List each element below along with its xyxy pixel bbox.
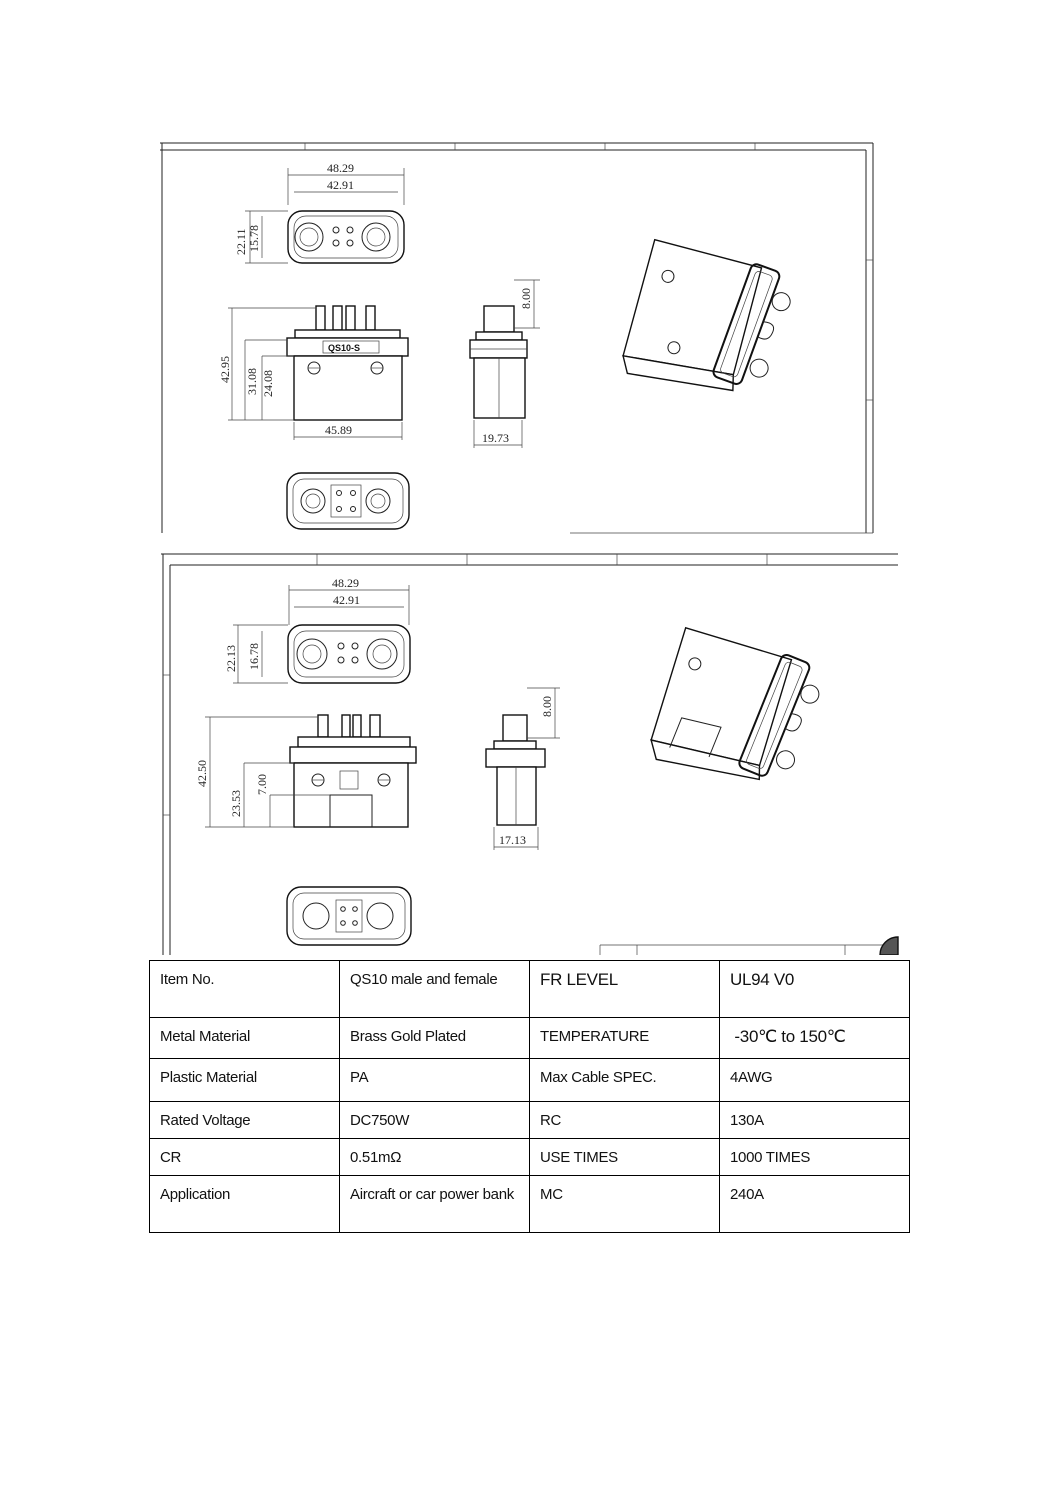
table-row: [150, 1059, 910, 1102]
dim-inner-height: 15.78: [247, 225, 261, 252]
dim-inner-width: 42.91: [327, 178, 354, 192]
cell-label: Max Cable SPEC.: [530, 1059, 720, 1102]
cell-label: USE TIMES: [530, 1139, 720, 1176]
technical-drawing-male: [0, 0, 1058, 545]
cell-value: UL94 V0: [720, 961, 910, 1018]
cell-value: 1000 TIMES: [720, 1139, 910, 1176]
cell-label: FR LEVEL: [530, 961, 720, 1018]
dim-side-body-height: 31.08: [245, 368, 259, 395]
dim-pin-height: 8.00: [519, 288, 533, 309]
cell-value: 0.51mΩ: [340, 1139, 530, 1176]
cell-label: Metal Material: [150, 1018, 340, 1059]
dim-side-total-height-2: 42.50: [195, 760, 209, 787]
dim-overall-height-2: 22.13: [224, 645, 238, 672]
cell-label: Item No.: [150, 961, 340, 1018]
cell-value: 130A: [720, 1102, 910, 1139]
specification-table: [149, 960, 910, 1233]
cell-label: TEMPERATURE: [530, 1018, 720, 1059]
dim-overall-width: 48.29: [327, 161, 354, 175]
cell-value: 4AWG: [720, 1059, 910, 1102]
table-row: [150, 1102, 910, 1139]
table-row: [150, 1139, 910, 1176]
dim-overall-height: 22.11: [234, 228, 248, 255]
part-marking: QS10-S: [328, 343, 361, 353]
dim-side-total-height: 42.95: [218, 356, 232, 383]
dim-overall-width-2: 48.29: [332, 576, 359, 590]
dim-inner-height-2: 16.78: [247, 643, 261, 670]
cell-value: DC750W: [340, 1102, 530, 1139]
cell-value: -30℃ to 150℃: [720, 1018, 910, 1059]
technical-drawing-female: [0, 545, 1058, 955]
table-row: [150, 961, 910, 1018]
cell-label: MC: [530, 1176, 720, 1233]
dim-side-depth: 19.73: [482, 431, 509, 445]
cell-value: PA: [340, 1059, 530, 1102]
cell-label: Application: [150, 1176, 340, 1233]
cell-label: CR: [150, 1139, 340, 1176]
cell-label: RC: [530, 1102, 720, 1139]
cell-label: Rated Voltage: [150, 1102, 340, 1139]
dim-side-slot-height: 7.00: [255, 774, 269, 795]
cell-value: Aircraft or car power bank: [340, 1176, 530, 1233]
dim-side-lower-height-2: 23.53: [229, 790, 243, 817]
dim-inner-width-2: 42.91: [333, 593, 360, 607]
dim-pin-height-2: 8.00: [540, 696, 554, 717]
table-row: [150, 1176, 910, 1233]
cell-value: QS10 male and female: [340, 961, 530, 1018]
dim-side-depth-2: 17.13: [499, 833, 526, 847]
cell-value: Brass Gold Plated: [340, 1018, 530, 1059]
dim-body-width: 45.89: [325, 423, 352, 437]
dim-side-lower-height: 24.08: [261, 370, 275, 397]
cell-value: 240A: [720, 1176, 910, 1233]
table-row: [150, 1018, 910, 1059]
cell-label: Plastic Material: [150, 1059, 340, 1102]
